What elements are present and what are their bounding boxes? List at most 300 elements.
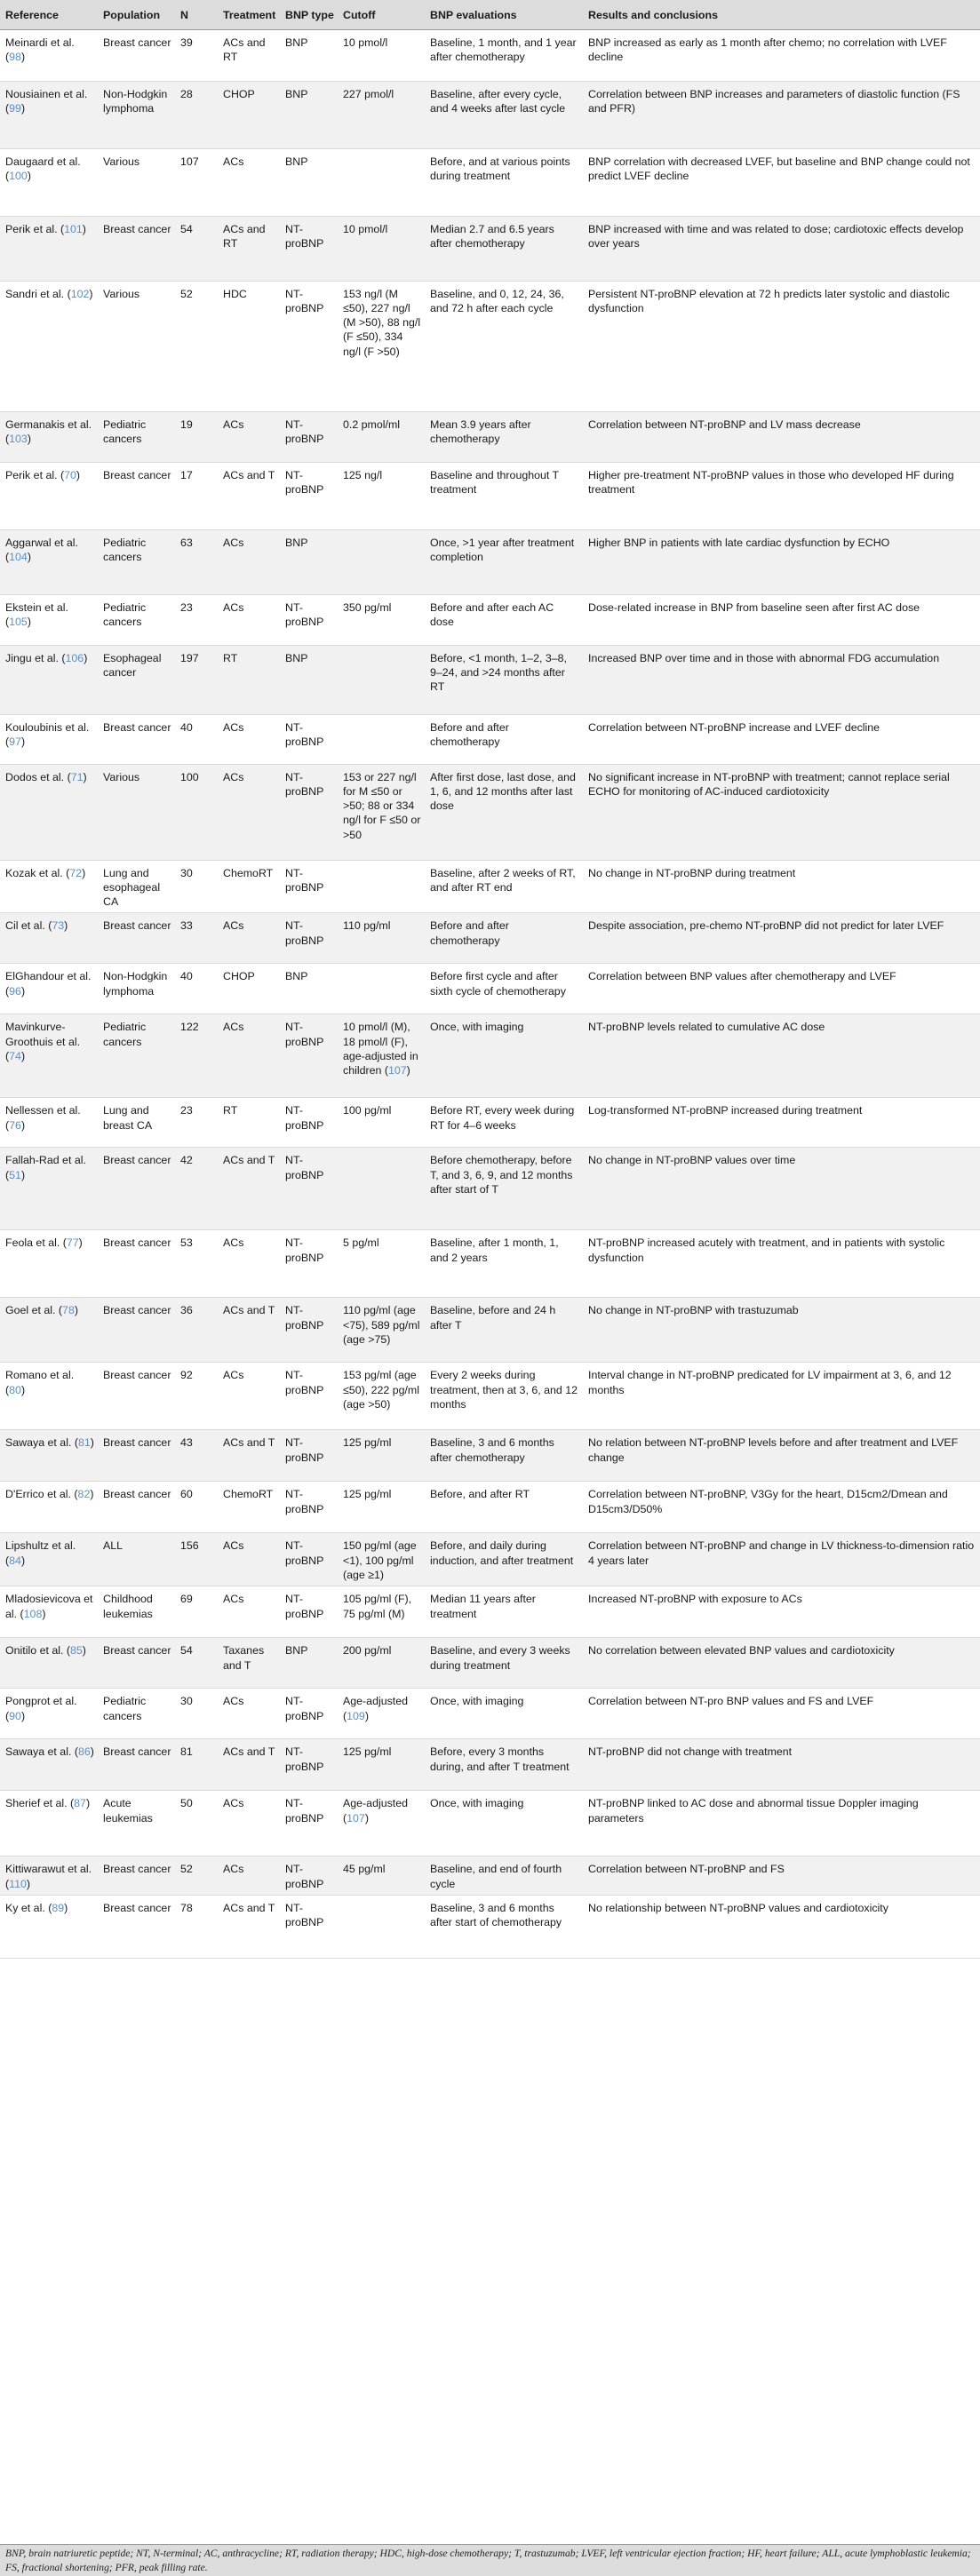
cell-cutoff: 150 pg/ml (age <1), 100 pg/ml (age ≥1): [343, 1539, 417, 1581]
cell-bnp-type: NT-proBNP: [285, 1436, 324, 1464]
table-row: [0, 1533, 980, 1586]
reference-author: Mavinkurve-Groothuis et al. (: [5, 1021, 81, 1062]
cell-bnp-evaluations: Before and after each AC dose: [430, 600, 554, 628]
cell-bnp-evaluations: Every 2 weeks during treatment, then at 3, 6, and 12 months: [430, 1369, 578, 1411]
cell-results: BNP increased as early as 1 month after chemo; no correlation with LVEF decline: [588, 36, 947, 63]
table-row: [0, 1298, 980, 1363]
cell-results: Correlation between NT-proBNP and LV mass decrease: [588, 417, 861, 431]
reference-author: Onitilo et al. (: [5, 1644, 70, 1658]
cell-treatment: ACs: [223, 1863, 244, 1876]
reference-close: ): [83, 770, 87, 783]
reference-author: Kouloubinis et al. (: [5, 720, 90, 748]
cell-population: Pediatric cancers: [103, 600, 147, 628]
reference-close: ): [27, 550, 31, 563]
cell-n: 19: [180, 417, 193, 431]
reference-link[interactable]: 106: [65, 651, 84, 664]
cell-results: BNP increased with time and was related to dose; cardiotoxic effects develop over years: [588, 222, 964, 250]
cell-treatment: ACs and T: [223, 1901, 275, 1914]
cell-bnp-evaluations: Before, every 3 months during, and after T treatment: [430, 1745, 570, 1773]
cell-bnp-evaluations: Once, with imaging: [430, 1797, 524, 1810]
reference-link[interactable]: 98: [9, 50, 21, 63]
reference-close: ): [20, 101, 26, 115]
reference-link[interactable]: 99: [9, 101, 21, 115]
table-row: [0, 1791, 980, 1856]
cell-bnp-evaluations: Mean 3.9 years after chemotherapy: [430, 417, 531, 445]
reference-author: Goel et al. (: [5, 1304, 63, 1317]
cell-n: 78: [180, 1901, 193, 1914]
reference-link[interactable]: 82: [77, 1488, 91, 1501]
reference-link[interactable]: 86: [77, 1745, 91, 1759]
cell-bnp-type: NT-proBNP: [285, 1593, 324, 1620]
cell-bnp-type: NT-proBNP: [285, 1236, 324, 1264]
reference-author: Nellessen et al. (: [5, 1104, 81, 1132]
cell-bnp-evaluations: Before and after chemotherapy: [430, 919, 509, 947]
cell-bnp-type: NT-proBNP: [285, 770, 324, 798]
cell-n: 50: [180, 1797, 193, 1810]
cell-population: Breast cancer: [103, 36, 171, 49]
cell-treatment: ACs and T: [223, 1154, 275, 1167]
cell-bnp-type: NT-proBNP: [285, 1369, 324, 1396]
cell-n: 156: [180, 1539, 199, 1553]
cell-n: 53: [180, 1236, 193, 1250]
cell-n: 40: [180, 720, 193, 734]
cell-n: 122: [180, 1021, 199, 1034]
cell-bnp-type: NT-proBNP: [285, 287, 324, 314]
cell-population: Breast cancer: [103, 468, 171, 481]
table-row: [0, 1363, 980, 1430]
cell-results: Increased NT-proBNP with exposure to ACs: [588, 1593, 802, 1606]
reference-link[interactable]: 80: [9, 1383, 21, 1396]
cell-reference: [0, 148, 98, 216]
cell-n: 39: [180, 36, 193, 49]
cell-cutoff: 110 pg/ml: [343, 919, 391, 933]
reference-link[interactable]: 72: [69, 866, 83, 879]
cell-population: Pediatric cancers: [103, 1021, 147, 1048]
reference-close: ): [42, 1607, 46, 1620]
cell-bnp-type: NT-proBNP: [285, 1021, 324, 1048]
cell-treatment: RT: [223, 651, 238, 664]
cell-results: Correlation between BNP increases and parameters of diastolic function (FS and PFR): [588, 87, 960, 115]
cell-results: No change in NT-proBNP with trastuzumab: [588, 1304, 799, 1317]
cell-reference: [0, 964, 98, 1014]
cell-cutoff: 110 pg/ml (age <75), 589 pg/ml (age >75): [343, 1304, 420, 1346]
cell-n: 33: [180, 919, 193, 933]
reference-link[interactable]: 73: [52, 919, 65, 933]
cell-treatment: ACs: [223, 536, 244, 549]
reference-link[interactable]: 77: [66, 1236, 79, 1250]
cell-bnp-evaluations: Baseline, and 0, 12, 24, 36, and 72 h after each cycle: [430, 287, 564, 314]
cell-cutoff: [338, 529, 425, 594]
reference-link[interactable]: 104: [9, 550, 28, 563]
table-row: [0, 964, 980, 1014]
cell-treatment: ACs and RT: [223, 222, 266, 250]
cell-bnp-evaluations: Before chemotherapy, before T, and 3, 6, 9, and 12 months after start of T: [430, 1154, 573, 1196]
cell-n: 54: [180, 1644, 193, 1658]
cell-results: Increased BNP over time and in those with abnormal FDG accumulation: [588, 651, 940, 664]
reference-close: ): [20, 1118, 26, 1132]
cutoff-reference-link[interactable]: 109: [347, 1709, 365, 1722]
header-reference: Reference: [0, 0, 98, 29]
cell-reference: [0, 281, 98, 411]
reference-close: ): [26, 1877, 31, 1890]
cell-bnp-evaluations: Baseline, 3 and 6 months after start of chemotherapy: [430, 1901, 562, 1929]
cell-results: Dose-related increase in BNP from baseline seen after first AC dose: [588, 600, 920, 614]
cell-bnp-type: NT-proBNP: [285, 1797, 324, 1825]
cell-treatment: ACs: [223, 1797, 244, 1810]
cell-population: Breast cancer: [103, 222, 171, 235]
cell-cutoff: [338, 1148, 425, 1230]
cell-cutoff: [338, 1014, 425, 1098]
reference-link[interactable]: 101: [64, 222, 83, 235]
reference-author: Perik et al. (: [5, 468, 65, 481]
cell-population: Breast cancer: [103, 1863, 171, 1876]
reference-link[interactable]: 108: [23, 1607, 43, 1620]
table-row: [0, 1230, 980, 1298]
cell-reference: [0, 714, 98, 764]
reference-author: Fallah-Rad et al. (: [5, 1154, 86, 1181]
table-header-row: [0, 0, 980, 29]
reference-close: ): [78, 1236, 83, 1250]
cell-cutoff: 125 pg/ml: [343, 1436, 392, 1450]
cell-reference: [0, 1791, 98, 1856]
cell-bnp-evaluations: Before, and at various points during treatment: [430, 155, 570, 182]
cell-bnp-evaluations: Once, with imaging: [430, 1695, 524, 1708]
cell-bnp-evaluations: Before and after chemotherapy: [430, 720, 509, 748]
reference-author: Kittiwarawut et al. (: [5, 1863, 92, 1890]
table-row: [0, 462, 980, 529]
table-row: [0, 1148, 980, 1230]
cell-bnp-type: NT-proBNP: [285, 1304, 324, 1332]
reference-close: ): [20, 984, 26, 998]
reference-close: ): [90, 1436, 94, 1450]
reference-author: D'Errico et al. (: [5, 1488, 78, 1501]
cell-n: 69: [180, 1593, 193, 1606]
cell-treatment: ACs: [223, 1369, 244, 1382]
reference-link[interactable]: 89: [52, 1901, 65, 1914]
cell-results: Persistent NT-proBNP elevation at 72 h predicts later systolic and diastolic dysfunction: [588, 287, 950, 314]
cutoff-reference-link[interactable]: 107: [347, 1811, 365, 1825]
cell-bnp-type: BNP: [285, 1644, 308, 1658]
cell-population: Esophageal cancer: [103, 651, 162, 679]
reference-author: Feola et al. (: [5, 1236, 67, 1250]
reference-close: ): [27, 615, 31, 628]
cell-cutoff: 45 pg/ml: [343, 1863, 386, 1876]
reference-link[interactable]: 74: [9, 1049, 21, 1062]
cell-bnp-evaluations: Baseline, and end of fourth cycle: [430, 1863, 562, 1890]
cell-bnp-evaluations: Baseline, 3 and 6 months after chemotherapy: [430, 1436, 554, 1464]
reference-author: Dodos et al. (: [5, 770, 71, 783]
cell-n: 107: [180, 155, 199, 168]
cell-population: Lung and breast CA: [103, 1104, 153, 1132]
cell-cutoff: 105 pg/ml (F), 75 pg/ml (M): [343, 1593, 412, 1620]
reference-close: ): [82, 866, 86, 879]
cell-reference: [0, 645, 98, 714]
reference-close: ): [90, 1488, 94, 1501]
table-row: [0, 1689, 980, 1739]
reference-close: ): [27, 432, 31, 445]
table-row: [0, 148, 980, 216]
cell-treatment: ACs and RT: [223, 36, 266, 63]
cell-results: No relationship between NT-proBNP values and cardiotoxicity: [588, 1901, 888, 1914]
cell-population: Various: [103, 287, 140, 300]
reference-link[interactable]: 87: [74, 1797, 86, 1810]
reference-close: ): [20, 1709, 26, 1722]
cell-treatment: ChemoRT: [223, 866, 274, 879]
cell-n: 52: [180, 1863, 193, 1876]
cell-bnp-type: NT-proBNP: [285, 417, 324, 445]
cell-population: Breast cancer: [103, 1236, 171, 1250]
cell-cutoff: [338, 714, 425, 764]
cell-results: Correlation between NT-proBNP and FS: [588, 1863, 785, 1876]
cell-cutoff: 5 pg/ml: [343, 1236, 379, 1250]
reference-author: Perik et al. (: [5, 222, 65, 235]
reference-link[interactable]: 78: [62, 1304, 75, 1317]
table-row: [0, 1430, 980, 1482]
cell-reference: [0, 860, 98, 913]
cell-reference: [0, 1430, 98, 1482]
cell-results: Correlation between NT-proBNP increase and LVEF decline: [588, 720, 880, 734]
cell-results: Higher BNP in patients with late cardiac dysfunction by ECHO: [588, 536, 890, 549]
cell-n: 40: [180, 970, 193, 983]
header-bnp-type: BNP type: [280, 0, 338, 29]
reference-author: ElGhandour et al. (: [5, 970, 92, 998]
cell-bnp-evaluations: Median 2.7 and 6.5 years after chemotherapy: [430, 222, 554, 250]
cell-treatment: ACs: [223, 770, 244, 783]
reference-link[interactable]: 103: [9, 432, 28, 445]
cell-population: Breast cancer: [103, 1644, 171, 1658]
table-row: [0, 281, 980, 411]
table-row: [0, 81, 980, 148]
cutoff-text: Age-adjusted (: [343, 1797, 409, 1825]
reference-author: Sawaya et al. (: [5, 1436, 78, 1450]
cell-n: 36: [180, 1304, 193, 1317]
cell-results: Despite association, pre-chemo NT-proBNP did not predict for later LVEF: [588, 919, 944, 933]
cell-cutoff: 125 ng/l: [343, 468, 383, 481]
cell-results: NT-proBNP linked to AC dose and abnormal tissue Doppler imaging parameters: [588, 1797, 919, 1825]
cell-bnp-evaluations: Baseline, after 1 month, 1, and 2 years: [430, 1236, 559, 1264]
cell-bnp-evaluations: Before, <1 month, 1–2, 3–8, 9–24, and >24 months after RT: [430, 651, 567, 694]
cell-cutoff: [338, 964, 425, 1014]
cell-reference: [0, 1230, 98, 1298]
cell-population: Breast cancer: [103, 1154, 171, 1167]
cell-n: 197: [180, 651, 199, 664]
cutoff-reference-link[interactable]: 107: [387, 1064, 407, 1077]
cell-cutoff: [338, 1689, 425, 1739]
table-row: [0, 1014, 980, 1098]
cell-n: 92: [180, 1369, 193, 1382]
cell-treatment: ACs: [223, 417, 244, 431]
cell-population: Various: [103, 155, 140, 168]
reference-close: ): [364, 1811, 369, 1825]
reference-link[interactable]: 97: [9, 735, 21, 748]
reference-author: Ekstein et al. (: [5, 600, 68, 628]
cell-reference: [0, 529, 98, 594]
table-row: [0, 913, 980, 964]
reference-close: ): [84, 651, 88, 664]
cell-reference: [0, 913, 98, 964]
cell-population: Lung and esophageal CA: [103, 866, 161, 909]
reference-author: Lipshultz et al. (: [5, 1539, 76, 1567]
cell-treatment: ACs: [223, 1695, 244, 1708]
cell-results: Log-transformed NT-proBNP increased during treatment: [588, 1104, 863, 1117]
reference-close: ): [364, 1709, 369, 1722]
cell-population: Breast cancer: [103, 1488, 171, 1501]
cell-reference: [0, 1689, 98, 1739]
cell-bnp-type: BNP: [285, 536, 308, 549]
cell-cutoff: 125 pg/ml: [343, 1488, 392, 1501]
cell-population: Breast cancer: [103, 1369, 171, 1382]
cell-cutoff: 153 pg/ml (age ≤50), 222 pg/ml (age >50): [343, 1369, 420, 1411]
cell-population: Acute leukemias: [103, 1797, 153, 1825]
cell-population: Various: [103, 770, 140, 783]
reference-author: Romano et al. (: [5, 1369, 75, 1396]
reference-link[interactable]: 51: [9, 1168, 21, 1181]
header-bnp-evaluations: BNP evaluations: [425, 0, 583, 29]
table-row: [0, 216, 980, 281]
cell-cutoff: 153 or 227 ng/l for M ≤50 or >50; 88 or 334 ng/l for F ≤50 or >50: [343, 770, 421, 841]
table-body: [0, 29, 980, 1958]
cell-treatment: ACs and T: [223, 1436, 275, 1450]
reference-close: ): [20, 735, 26, 748]
cell-n: 63: [180, 536, 193, 549]
cell-bnp-evaluations: Baseline, and every 3 weeks during treatment: [430, 1644, 570, 1672]
reference-link[interactable]: 90: [9, 1709, 21, 1722]
reference-close: ): [27, 169, 31, 182]
cell-bnp-evaluations: Median 11 years after treatment: [430, 1593, 536, 1620]
cell-bnp-type: NT-proBNP: [285, 1488, 324, 1515]
cell-population: Breast cancer: [103, 919, 171, 933]
reference-link[interactable]: 85: [70, 1644, 83, 1658]
cell-cutoff: 0.2 pmol/ml: [343, 417, 401, 431]
reference-author: Jingu et al. (: [5, 651, 66, 664]
cell-reference: [0, 1148, 98, 1230]
table-footnote: BNP, brain natriuretic peptide; NT, N-terminal; AC, anthracycline; RT, radiation therapy; HDC, high-dose chemotherapy; T, trastuzumab; LVEF, left ventricular ejection fraction; HF, heart failure; ALL, acute lymphoblastic leukemia; FS, fractional shortening; PFR, peak filling rate.: [0, 2544, 980, 2576]
cell-n: 30: [180, 866, 193, 879]
cell-bnp-type: NT-proBNP: [285, 1154, 324, 1181]
reference-author: Sherief et al. (: [5, 1797, 75, 1810]
cell-cutoff: [338, 148, 425, 216]
reference-link[interactable]: 81: [77, 1436, 91, 1450]
reference-author: Sawaya et al. (: [5, 1745, 78, 1759]
cell-bnp-evaluations: Baseline, 1 month, and 1 year after chemotherapy: [430, 36, 577, 63]
cell-bnp-type: NT-proBNP: [285, 919, 324, 947]
reference-close: ): [20, 1383, 26, 1396]
cell-results: BNP correlation with decreased LVEF, but baseline and BNP change could not predict LVEF decline: [588, 155, 970, 182]
cell-bnp-evaluations: Baseline, after every cycle, and 4 weeks after last cycle: [430, 87, 566, 115]
table-row: [0, 764, 980, 860]
cell-population: Non-Hodgkin lymphoma: [103, 87, 168, 115]
cell-population: ALL: [103, 1539, 123, 1553]
cell-treatment: CHOP: [223, 87, 255, 100]
cell-reference: [0, 594, 98, 645]
reference-close: ): [76, 468, 81, 481]
reference-link[interactable]: 102: [70, 287, 90, 300]
cell-bnp-evaluations: Baseline and throughout T treatment: [430, 468, 559, 496]
cell-treatment: ACs: [223, 919, 244, 933]
reference-close: ): [20, 1554, 26, 1567]
table-row: [0, 1586, 980, 1638]
table-row: [0, 1482, 980, 1533]
cell-cutoff: 10 pmol/l: [343, 36, 388, 49]
cell-reference: [0, 1533, 98, 1586]
cutoff-text: Age-adjusted (: [343, 1695, 409, 1722]
reference-close: ): [64, 1901, 68, 1914]
cell-n: 30: [180, 1695, 193, 1708]
cell-bnp-evaluations: Once, >1 year after treatment completion: [430, 536, 575, 563]
reference-link[interactable]: 100: [9, 169, 28, 182]
cell-cutoff: 10 pmol/l: [343, 222, 388, 235]
header-results: Results and conclusions: [583, 0, 980, 29]
cell-bnp-type: BNP: [285, 36, 308, 49]
cell-bnp-type: NT-proBNP: [285, 1539, 324, 1567]
cell-population: Breast cancer: [103, 1745, 171, 1759]
cell-n: 43: [180, 1436, 193, 1450]
table-row: [0, 1856, 980, 1896]
reference-link[interactable]: 70: [64, 468, 76, 481]
cell-bnp-type: BNP: [285, 87, 308, 100]
cell-results: No correlation between elevated BNP values and cardiotoxicity: [588, 1644, 895, 1658]
reference-author: Cil et al. (: [5, 919, 52, 933]
cell-n: 23: [180, 1104, 193, 1117]
table-row: [0, 411, 980, 462]
cell-results: Correlation between BNP values after chemotherapy and LVEF: [588, 970, 896, 983]
reference-link[interactable]: 76: [9, 1118, 21, 1132]
cell-reference: [0, 81, 98, 148]
reference-link[interactable]: 84: [9, 1554, 21, 1567]
cell-cutoff: [338, 1895, 425, 1958]
reference-link[interactable]: 110: [9, 1877, 27, 1890]
cell-reference: [0, 216, 98, 281]
cell-bnp-evaluations: Baseline, before and 24 h after T: [430, 1304, 556, 1332]
cell-bnp-type: BNP: [285, 970, 308, 983]
cell-n: 100: [180, 770, 199, 783]
cell-results: Higher pre-treatment NT-proBNP values in those who developed HF during treatment: [588, 468, 954, 496]
cell-bnp-evaluations: Baseline, after 2 weeks of RT, and after RT end: [430, 866, 576, 894]
cell-bnp-type: NT-proBNP: [285, 1104, 324, 1132]
reference-close: ): [82, 222, 86, 235]
reference-author: Nousiainen et al. (: [5, 87, 88, 115]
cell-reference: [0, 764, 98, 860]
reference-close: ): [90, 1745, 94, 1759]
cell-n: 60: [180, 1488, 193, 1501]
reference-link[interactable]: 96: [9, 984, 21, 998]
cell-results: NT-proBNP levels related to cumulative AC dose: [588, 1021, 825, 1034]
cell-reference: [0, 1098, 98, 1148]
cell-treatment: ACs and T: [223, 468, 275, 481]
cell-reference: [0, 1014, 98, 1098]
cell-bnp-evaluations: Before RT, every week during RT for 4–6 weeks: [430, 1104, 575, 1132]
cell-population: Childhood leukemias: [103, 1593, 153, 1620]
cell-cutoff: [338, 645, 425, 714]
cell-treatment: ACs: [223, 600, 244, 614]
reference-close: ): [82, 1644, 86, 1658]
cell-treatment: RT: [223, 1104, 238, 1117]
cell-bnp-type: NT-proBNP: [285, 222, 324, 250]
cell-bnp-evaluations: Before first cycle and after sixth cycle of chemotherapy: [430, 970, 566, 998]
cell-reference: [0, 1298, 98, 1363]
cell-bnp-type: NT-proBNP: [285, 468, 324, 496]
reference-link[interactable]: 71: [70, 770, 84, 783]
reference-author: Daugaard et al. (: [5, 155, 81, 182]
header-population: Population: [98, 0, 175, 29]
cell-bnp-type: NT-proBNP: [285, 1745, 324, 1773]
reference-close: ): [64, 919, 68, 933]
table-row: [0, 860, 980, 913]
reference-link[interactable]: 105: [9, 615, 28, 628]
cell-n: 17: [180, 468, 193, 481]
cell-cutoff: [338, 860, 425, 913]
cell-bnp-evaluations: Before, and daily during induction, and after treatment: [430, 1539, 574, 1567]
